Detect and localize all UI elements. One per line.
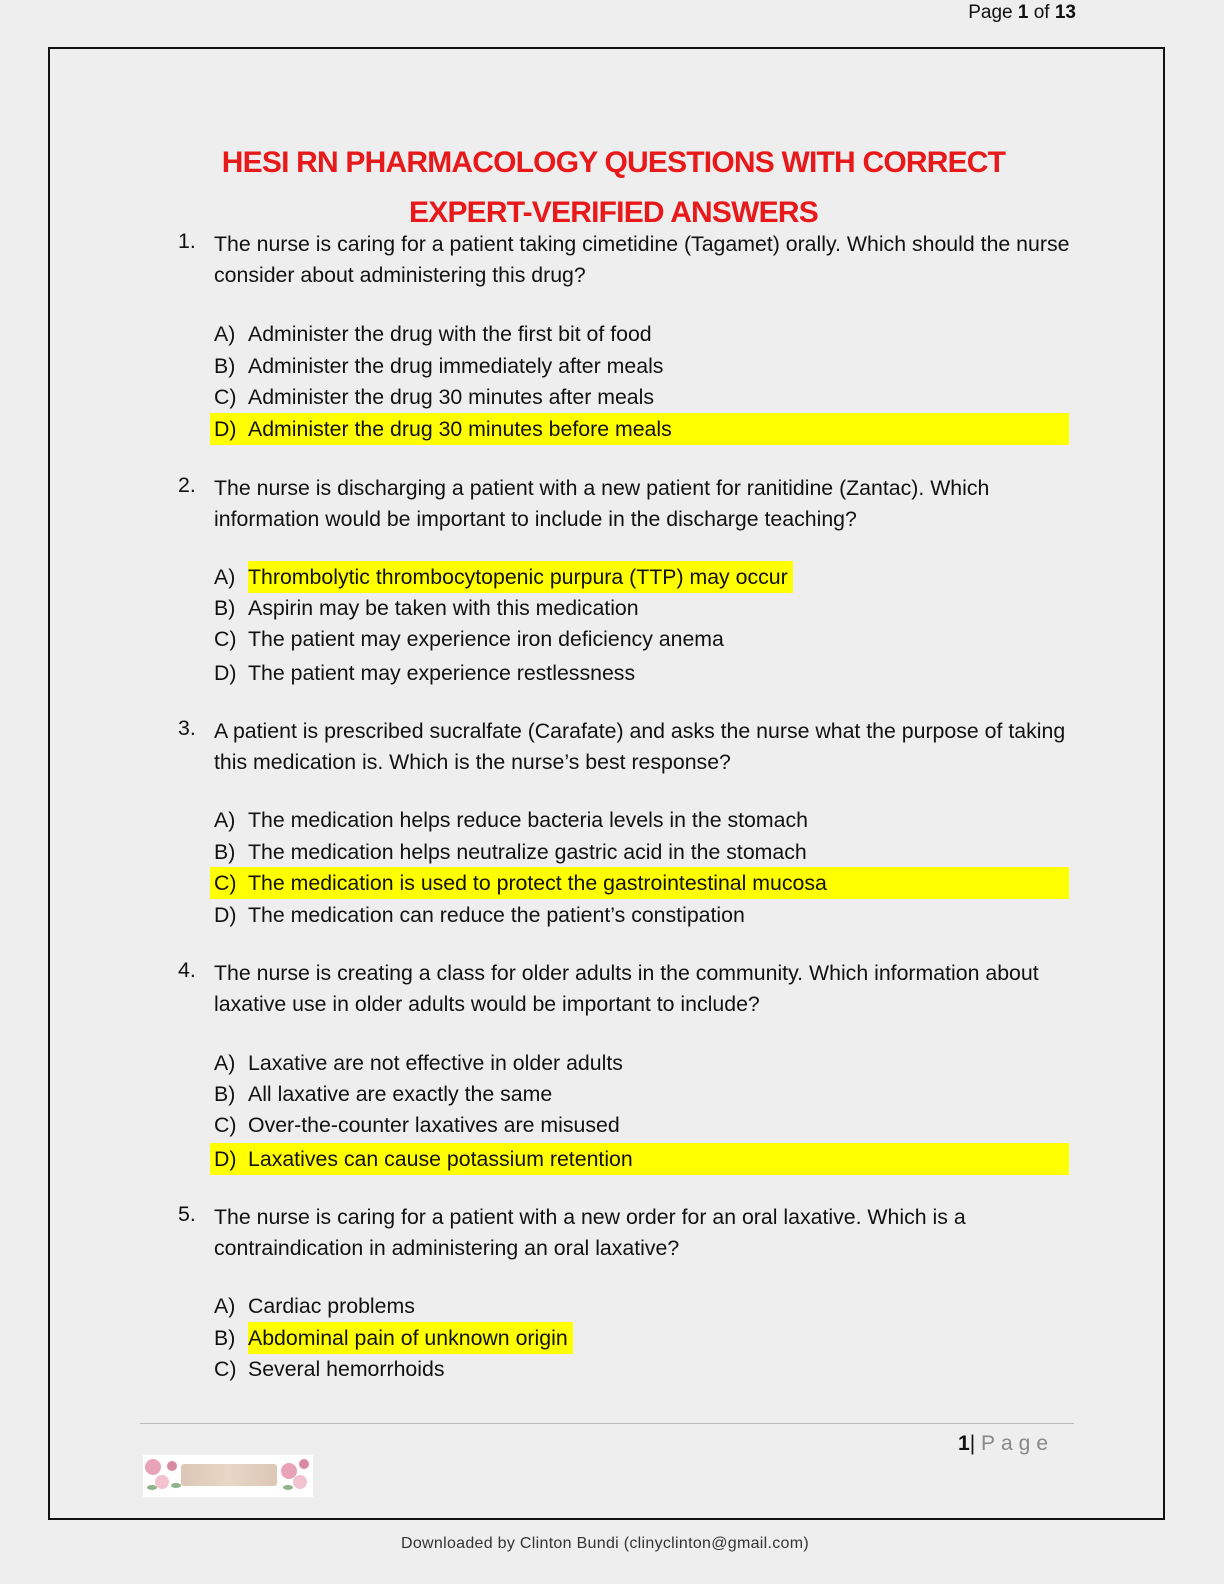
- option-text: Administer the drug with the first bit of food: [248, 322, 652, 346]
- option-text: Thrombolytic thrombocytopenic purpura (TTP) may occur: [248, 561, 793, 593]
- footer-divider: [140, 1423, 1074, 1424]
- correct-answer-option: [210, 413, 1069, 445]
- option-letter: C): [214, 1113, 237, 1137]
- option-letter: B): [214, 354, 236, 378]
- option-text: The medication helps neutralize gastric acid in the stomach: [248, 840, 807, 864]
- option-text: Laxative are not effective in older adults: [248, 1051, 623, 1075]
- correct-answer-option: [210, 1143, 1069, 1175]
- option-letter: C): [214, 385, 237, 409]
- option-text: The patient may experience restlessness: [248, 661, 636, 685]
- option-letter: D): [214, 1147, 237, 1171]
- option-letter: A): [214, 565, 236, 589]
- footer-separator: |: [969, 1432, 976, 1455]
- download-note: Downloaded by Clinton Bundi (clinyclinton@gmail.com): [400, 1535, 810, 1552]
- page-of: of: [1033, 2, 1050, 23]
- question-text: The nurse is caring for a patient taking cimetidine (Tagamet) orally. Which should the nurse consider about administering this drug?: [214, 232, 1070, 287]
- option-text: The medication helps reduce bacteria levels in the stomach: [248, 808, 808, 832]
- option-text: Over-the-counter laxatives are misused: [248, 1113, 620, 1137]
- page-word: Page: [968, 2, 1013, 23]
- question-text: A patient is prescribed sucralfate (Carafate) and asks the nurse what the purpose of taking this medication is. Which is the nurse’s best response?: [214, 719, 1066, 774]
- correct-answer-option: [210, 867, 1069, 899]
- option-letter: C): [214, 627, 237, 651]
- option-letter: D): [214, 903, 237, 927]
- option-text: Aspirin may be taken with this medication: [248, 596, 639, 620]
- page-total: 13: [1054, 2, 1076, 23]
- option-text: Administer the drug 30 minutes after meals: [248, 385, 655, 409]
- footer-page-label: Page: [981, 1432, 1055, 1455]
- option-text: Cardiac problems: [248, 1294, 415, 1318]
- option-text: Abdominal pain of unknown origin: [248, 1322, 573, 1354]
- title-line-1: HESI RN PHARMACOLOGY QUESTIONS WITH CORRECT: [221, 146, 1006, 179]
- question-number: 4.: [178, 958, 196, 982]
- option-text: All laxative are exactly the same: [248, 1082, 553, 1106]
- floral-banner-logo: [143, 1455, 313, 1497]
- question-number: 1.: [178, 229, 196, 253]
- option-letter: B): [214, 1326, 236, 1350]
- option-letter: A): [214, 322, 236, 346]
- option-text: Laxatives can cause potassium retention: [248, 1147, 633, 1171]
- option-text: The medication can reduce the patient’s constipation: [248, 903, 745, 927]
- option-letter: C): [214, 1357, 237, 1381]
- option-letter: B): [214, 596, 236, 620]
- option-letter: B): [214, 840, 236, 864]
- question-text: The nurse is creating a class for older adults in the community. Which information about laxative use in older adults would be important to include?: [214, 961, 1039, 1016]
- page-current: 1: [1017, 2, 1029, 23]
- option-letter: A): [214, 808, 236, 832]
- option-text: Administer the drug immediately after meals: [248, 354, 664, 378]
- question-number: 2.: [178, 473, 196, 497]
- option-letter: D): [214, 417, 237, 441]
- option-letter: D): [214, 661, 237, 685]
- question-number: 3.: [178, 716, 196, 740]
- option-text: The patient may experience iron deficiency anema: [248, 627, 724, 651]
- option-text: The medication is used to protect the gastrointestinal mucosa: [248, 871, 827, 895]
- option-letter: A): [214, 1294, 236, 1318]
- footer-page-number: [958, 1432, 1054, 1456]
- question-text: The nurse is caring for a patient with a new order for an oral laxative. Which is a contraindication in administering an oral laxative?: [214, 1205, 966, 1260]
- option-letter: A): [214, 1051, 236, 1075]
- option-text: Administer the drug 30 minutes before meals: [248, 417, 672, 441]
- question-text: The nurse is discharging a patient with a new patient for ranitidine (Zantac). Which information would be important to include in the discharge teaching?: [214, 476, 990, 531]
- footer-page-num: 1: [958, 1432, 970, 1455]
- option-letter: C): [214, 871, 237, 895]
- question-number: 5.: [178, 1202, 196, 1226]
- option-letter: B): [214, 1082, 236, 1106]
- option-text: Several hemorrhoids: [248, 1357, 445, 1381]
- title-line-2: EXPERT-VERIFIED ANSWERS: [409, 196, 818, 229]
